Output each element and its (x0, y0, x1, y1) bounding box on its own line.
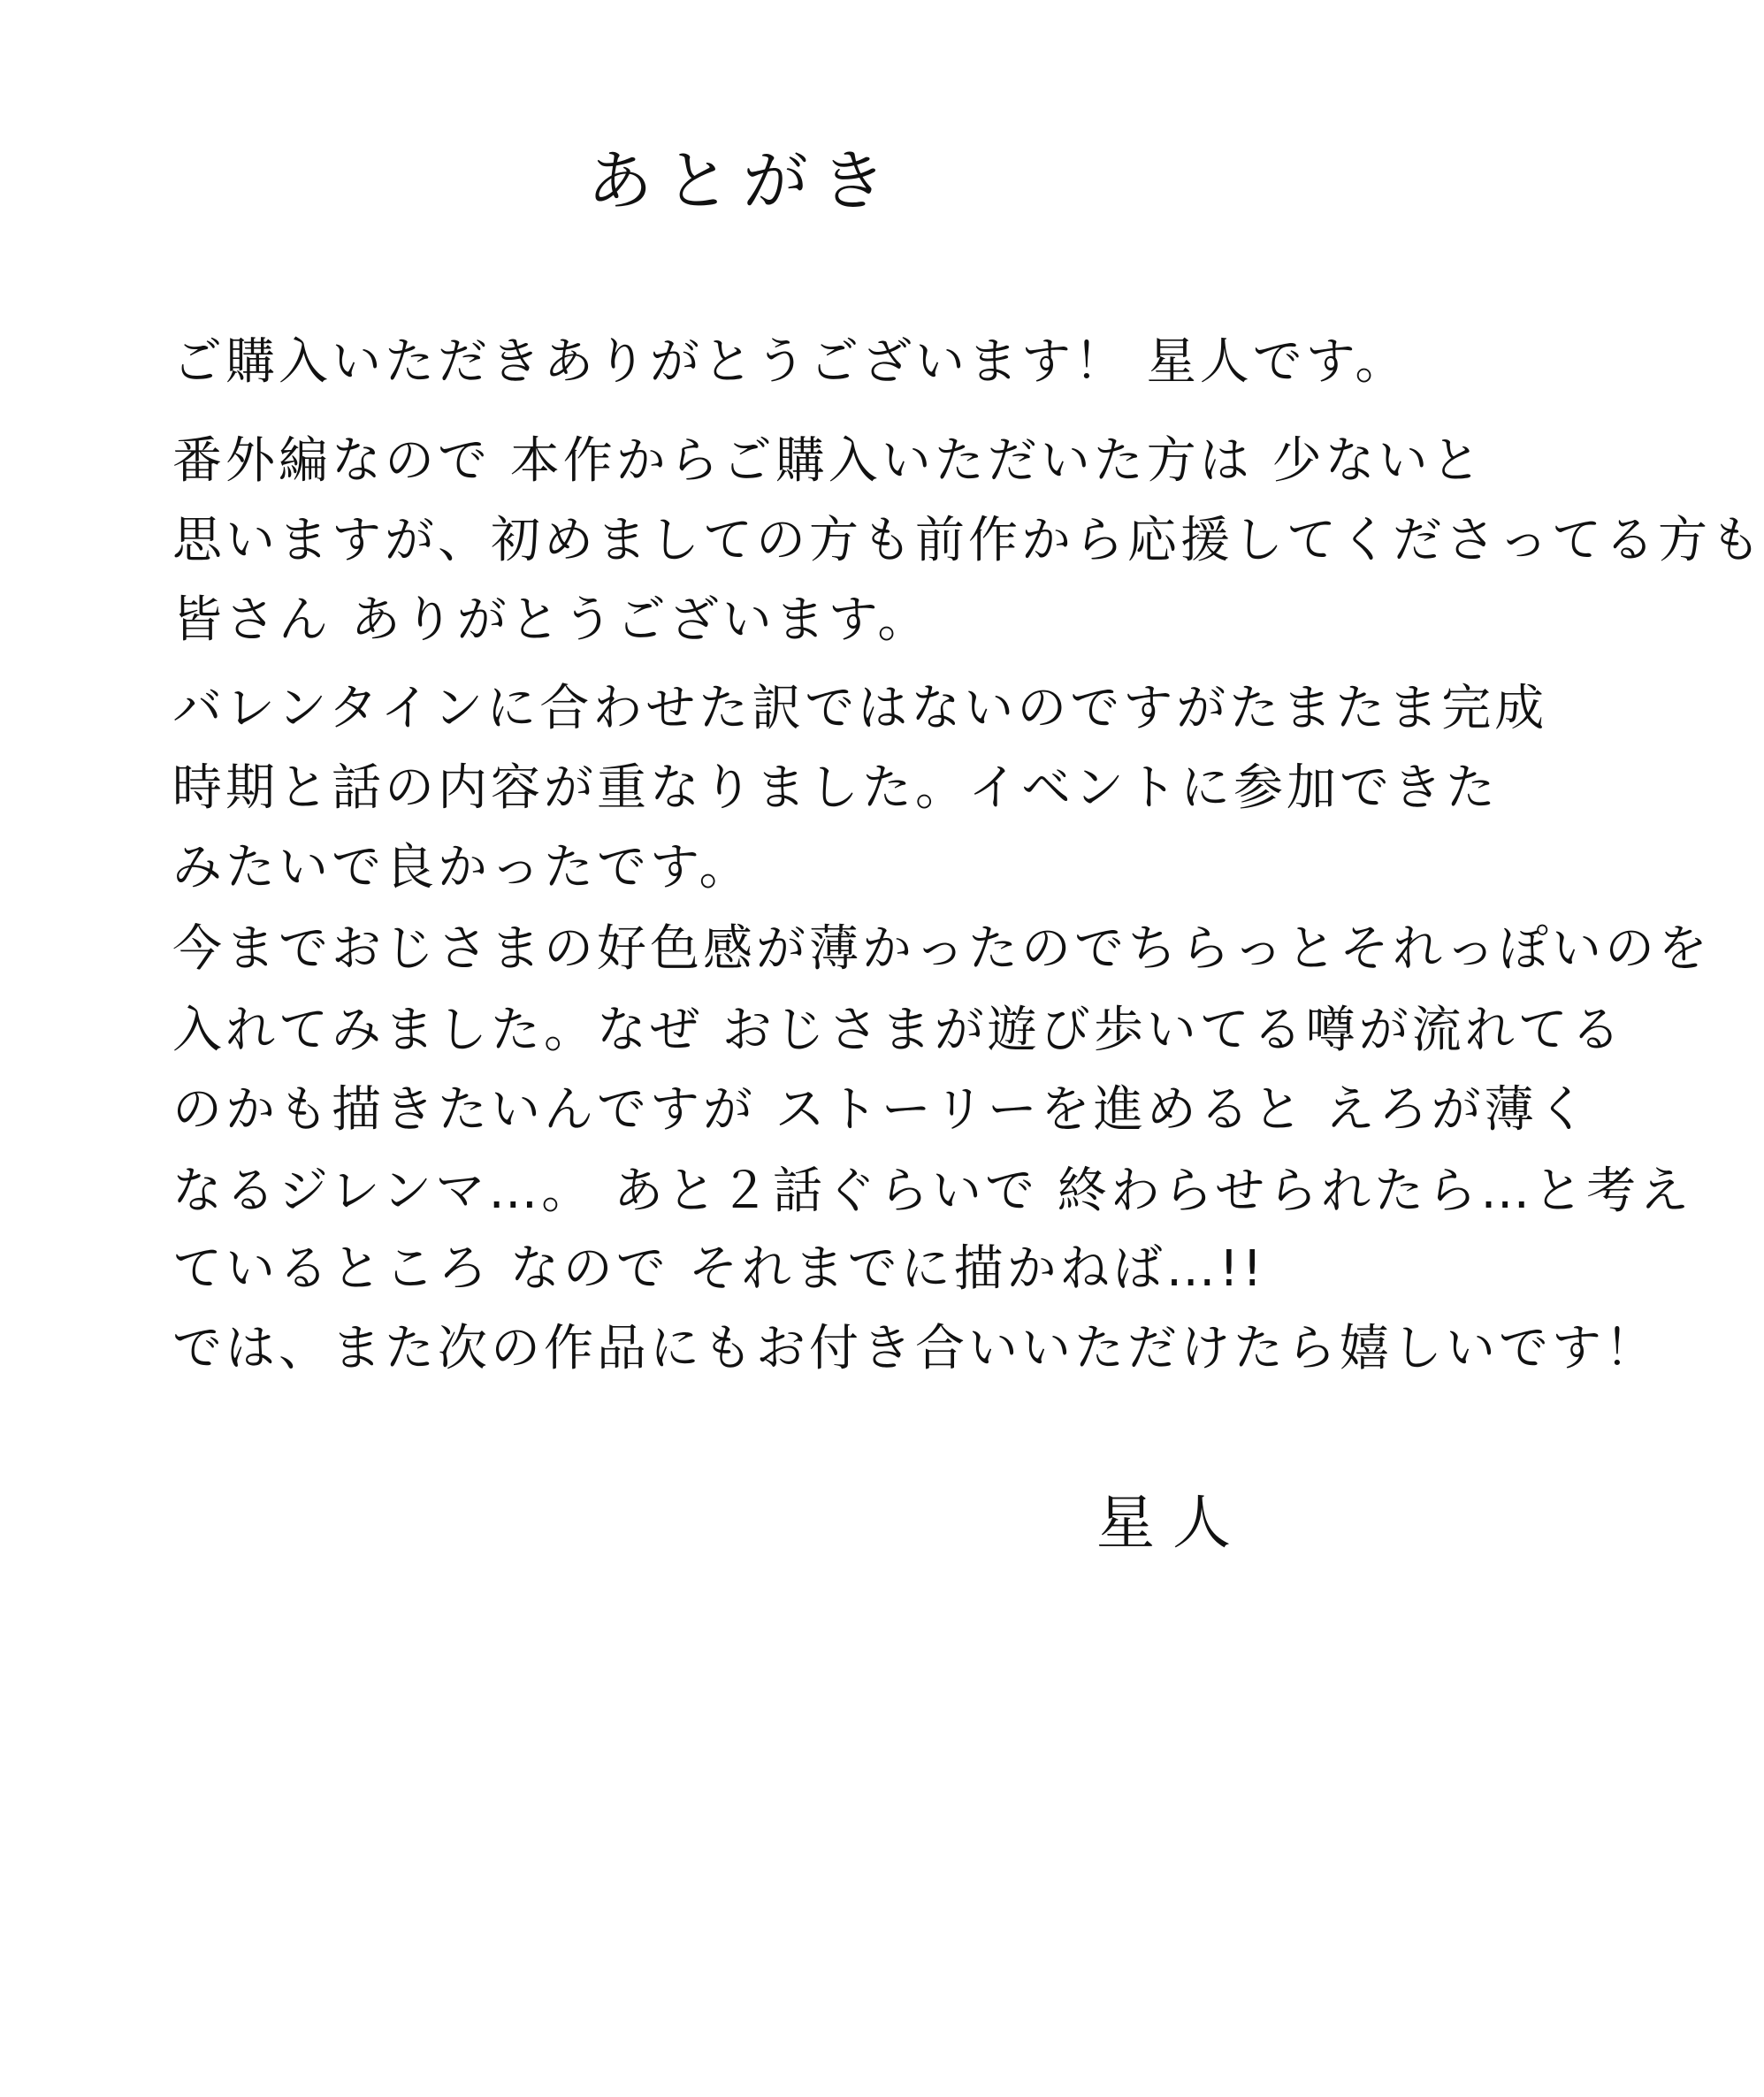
body-line: バレンタインに合わせた訳ではないのですがたまたま完成 (172, 680, 1548, 737)
body-line: 皆さん ありがとうございます。 (172, 591, 931, 649)
body-line: 時期と話の内容が重なりました。イベントに参加できた (172, 759, 1499, 817)
body-line: 番外編なので 本作からご購入いただいた方は 少ないと (172, 432, 1485, 490)
body-line: では、また次の作品にもお付き合いいただけたら嬉しいです！ (172, 1320, 1658, 1377)
body-line: のかも描きたいんですが ストーリーを進めると えろが薄く (172, 1081, 1591, 1139)
body-line: 入れてみました。なぜ おじさまが遊び歩いてる噂が流れてる (172, 1002, 1624, 1059)
body-line: みたいで良かったです。 (172, 839, 752, 896)
page-title: あとがき (587, 143, 898, 219)
body-line: 今までおじさまの好色感が薄かったのでちらっとそれっぽいのを (172, 920, 1711, 978)
body-line: なるジレンマ…。 あと２話ぐらいで 終わらせられたら…と考え (172, 1163, 1693, 1220)
body-line: 思いますが、初めましての方も前作から応援してくださってる方も (172, 512, 1764, 569)
body-line: ているところ なので それまでに描かねば…!! (172, 1240, 1266, 1298)
body-line: ご購入いただきありがとうございます！ 星人です。 (172, 333, 1409, 391)
author-signature: 星人 (1096, 1489, 1249, 1557)
